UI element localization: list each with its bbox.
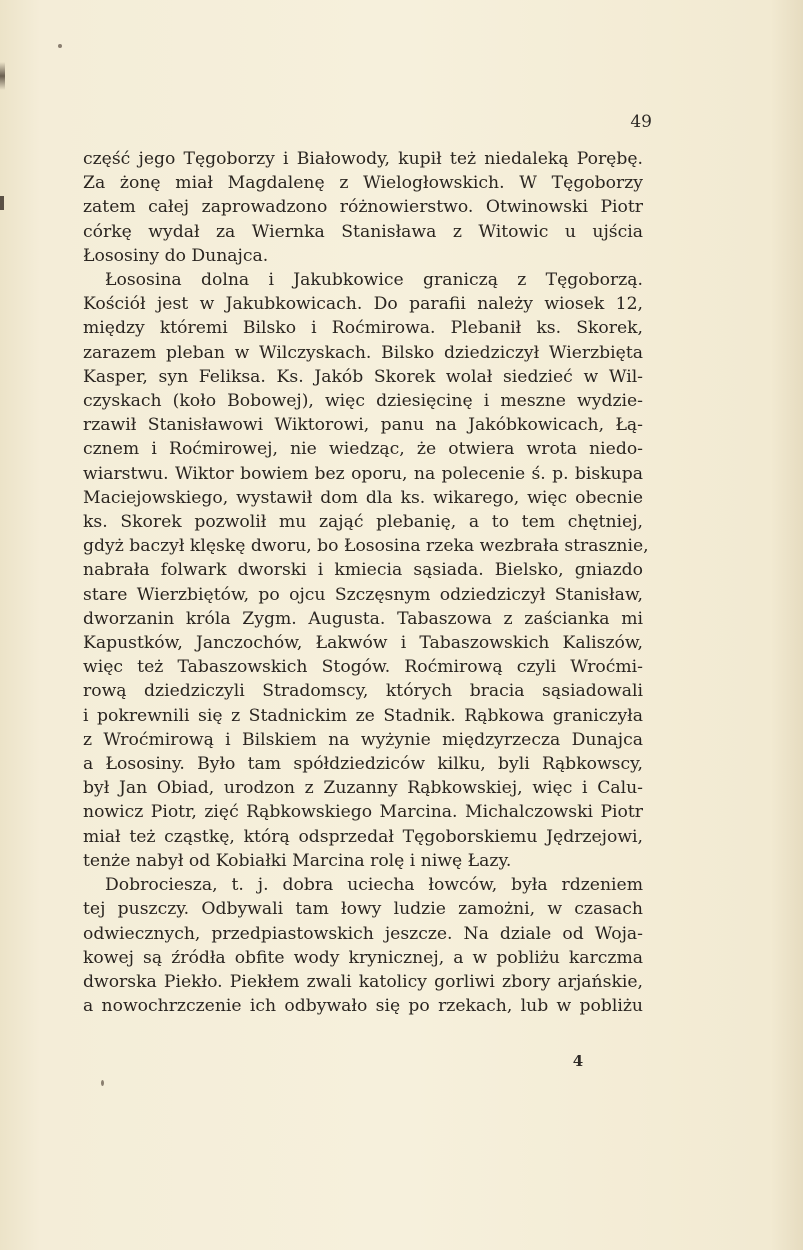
signature-mark: 4 [572, 1052, 584, 1070]
text-line: z Wroćmirową i Bilskiem na wyżynie międzyrzecza Dunajca [83, 729, 643, 750]
text-line: Dobrociesza, t. j. dobra uciecha łowców, była rdzeniem [105, 875, 643, 896]
text-line: więc też Tabaszowskich Stogów. Roćmirową czyli Wroćmi- [83, 657, 643, 678]
text-line: rzawił Stanisławowi Wiktorowi, panu na Jakóbkowicach, Łą- [83, 415, 643, 436]
paper-speck [101, 1080, 104, 1086]
text-line: a nowochrzczenie ich odbywało się po rzekach, lub w pobliżu [83, 996, 643, 1017]
text-line: stare Wierzbiętów, po ojcu Szczęsnym odziedziczył Stanisław, [83, 584, 643, 605]
text-line: nowicz Piotr, zięć Rąbkowskiego Marcina. Michalczowski Piotr [83, 802, 643, 823]
text-line: gdyż baczył klęskę dworu, bo Łososina rzeka wezbrała strasznie, [83, 536, 649, 557]
body-text [83, 147, 649, 1018]
text-line: nabrała folwark dworski i kmiecia sąsiada. Bielsko, gniazdo [83, 560, 643, 581]
text-line: czyskach (koło Bobowej), więc dziesięcinę i meszne wydzie- [83, 391, 643, 412]
text-line: Łososiny do Dunajca. [83, 245, 269, 266]
text-line: dworzanin króla Zygm. Augusta. Tabaszowa z zaścianka mi [83, 608, 643, 629]
text-line: Łososina dolna i Jakubkowice graniczą z Tęgoborzą. [105, 270, 643, 291]
text-line: wiarstwu. Wiktor bowiem bez oporu, na polecenie ś. p. biskupa [83, 463, 643, 484]
text-line: był Jan Obiad, urodzon z Zuzanny Rąbkowskiej, więc i Calu- [83, 778, 643, 799]
text-line: kowej są źródła obfite wody krynicznej, a w pobliżu karczma [83, 947, 643, 968]
text-line: ks. Skorek pozwolił mu zająć plebanię, a to tem chętniej, [83, 512, 643, 533]
text-line: Maciejowskiego, wystawił dom dla ks. wikarego, więc obecnie [83, 487, 643, 508]
text-line: Kapustków, Janczochów, Łakwów i Tabaszowskich Kaliszów, [83, 633, 643, 654]
page-edge-mark [0, 62, 5, 90]
text-line: Kasper, syn Feliksa. Ks. Jakób Skorek wolał siedzieć w Wil- [83, 366, 643, 387]
text-line: dworska Piekło. Piekłem zwali katolicy gorliwi zbory arjańskie, [83, 971, 643, 992]
text-line: Kościół jest w Jakubkowicach. Do parafii należy wiosek 12, [83, 294, 643, 315]
text-line: cznem i Roćmirowej, nie wiedząc, że otwiera wrota niedo- [83, 439, 643, 460]
text-line: tenże nabył od Kobiałki Marcina rolę i niwę Łazy. [83, 850, 512, 871]
paper-speck [58, 44, 62, 48]
text-line: zarazem pleban w Wilczyskach. Bilsko dziedziczył Wierzbięta [83, 342, 643, 363]
text-line: Za żonę miał Magdalenę z Wielogłowskich. W Tęgoborzy [83, 173, 643, 194]
text-line: i pokrewnili się z Stadnickim ze Stadnik. Rąbkowa graniczyła [83, 705, 643, 726]
text-line: część jego Tęgoborzy i Białowody, kupił też niedaleką Porębę. [83, 149, 643, 169]
text-line: miał też cząstkę, którą odsprzedał Tęgoborskiemu Jędrzejowi, [83, 826, 643, 847]
text-line: odwiecznych, przedpiastowskich jeszcze. Na dziale od Woja- [83, 923, 643, 944]
page-number: 49 [630, 112, 652, 132]
text-line: zatem całej zaprowadzono różnowierstwo. Otwinowski Piotr [83, 197, 643, 218]
text-line: a Łososiny. Było tam spółdziedziców kilku, byli Rąbkowscy, [83, 754, 643, 775]
text-line: córkę wydał za Wiernka Stanisława z Witowic u ujścia [83, 221, 643, 242]
text-line: tej puszczy. Odbywali tam łowy ludzie zamożni, w czasach [83, 899, 643, 920]
page-edge-mark [0, 196, 4, 210]
text-line: między któremi Bilsko i Roćmirowa. Plebanił ks. Skorek, [83, 318, 643, 339]
text-line: rową dziedziczyli Stradomscy, których bracia sąsiadowali [83, 681, 643, 702]
